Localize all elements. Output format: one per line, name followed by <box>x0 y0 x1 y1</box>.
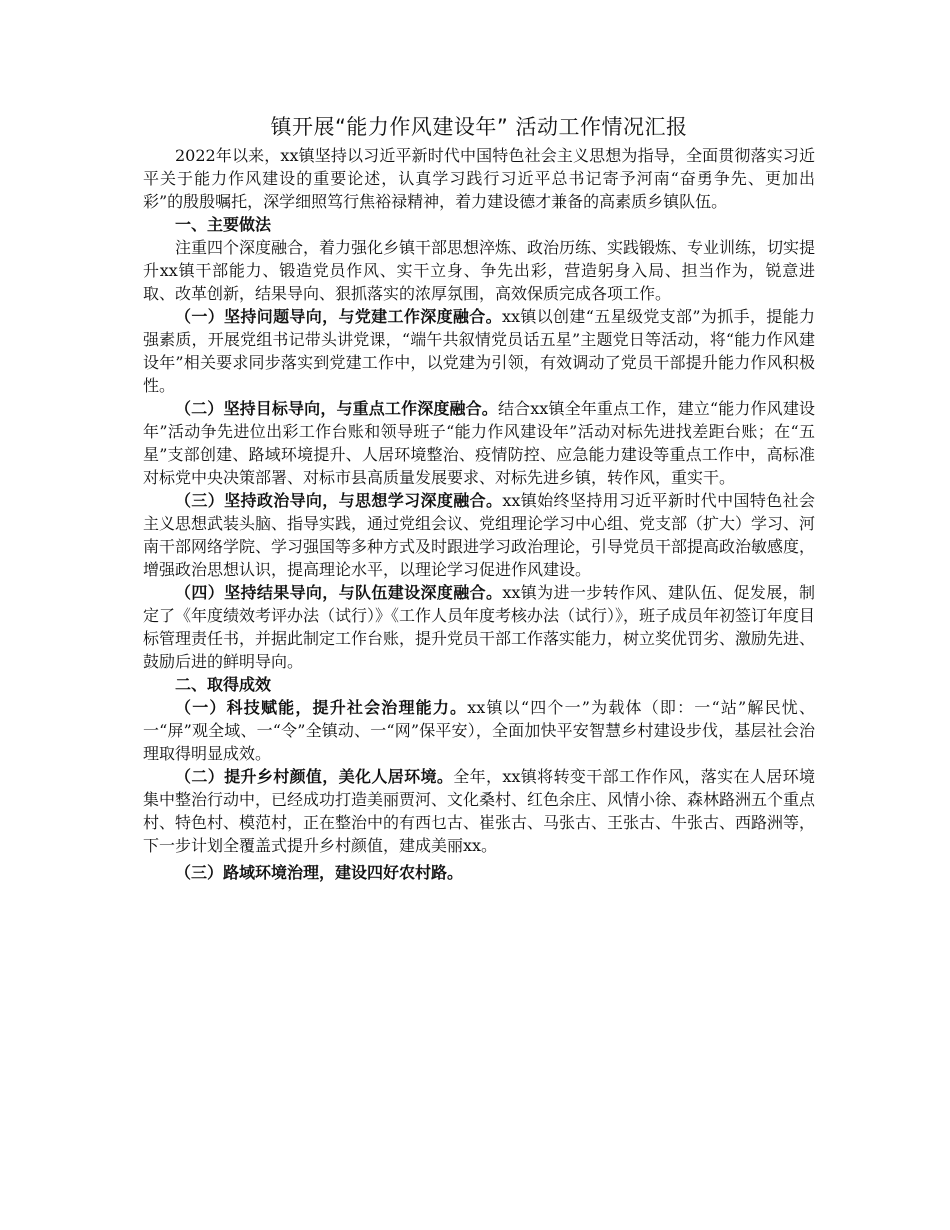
paragraph-lead: （三）坚持政治导向，与思想学习深度融合。 <box>175 491 503 510</box>
paragraph-body: 结合xx镇全年重点工作，建立“能力作风建设年”活动争先进位出彩工作台账和领导班子“能力作风建设年”活动对标先进找差距台账；在“五星”支部创建、路域环境提升、人居环境整治、疫情防控、应急能力建设等重点工作中，高标准对标党中央决策部署、对标市县高质量发展要求、对标先进乡镇，转作风，重实干。 <box>143 399 815 487</box>
section-heading-main-practices: 一、主要做法 <box>175 215 272 234</box>
document-page <box>143 112 815 884</box>
practice-paragraph-1 <box>143 305 815 397</box>
document-title: 镇开展“能力作风建设年” 活动工作情况汇报 <box>270 115 688 139</box>
result-paragraph-3 <box>143 861 815 884</box>
section-heading-results: 二、取得成效 <box>175 675 272 694</box>
paragraph-body: xx镇为进一步转作风、建队伍、促发展，制定了《年度绩效考评办法（试行）》《工作人员年度考核办法（试行）》，班子成员年初签订年度目标管理责任书，并据此制定工作台账，提升党员干部工作落实能力，树立奖优罚劣、激励先进、鼓励后进的鲜明导向。 <box>143 583 816 671</box>
result-paragraph-1 <box>143 696 815 765</box>
paragraph-lead: （二）坚持目标导向，与重点工作深度融合。 <box>175 399 498 418</box>
intro-paragraph: 2022年以来，xx镇坚持以习近平新时代中国特色社会主义思想为指导，全面贯彻落实习近平关于能力作风建设的重要论述，认真学习践行习近平总书记寄予河南“奋勇争先、更加出彩”的殷殷嘱托，深学细照笃行焦裕禄精神，着力建设德才兼备的高素质乡镇队伍。 <box>143 146 815 211</box>
paragraph-body: 全年，xx镇将转变干部工作作风，落实在人居环境集中整治行动中，已经成功打造美丽贾河、文化桑村、红色余庄、风情小徐、森林路洲五个重点村、特色村、模范村，正在整治中的有西乜古、崔张古、马张古、王张古、牛张古、西路洲等，下一步计划全覆盖式提升乡村颜值，建成美丽xx。 <box>143 767 816 855</box>
paragraph-body: xx镇以创建“五星级党支部”为抓手，提能力强素质，开展党组书记带头讲党课，“端午共叙情党员话五星”主题党日等活动，将“能力作风建设年”相关要求同步落实到党建工作中，以党建为引领，有效调动了党员干部提升能力作风积极性。 <box>143 307 815 395</box>
section-intro-paragraph: 注重四个深度融合，着力强化乡镇干部思想淬炼、政治历练、实践锻炼、专业训练，切实提升xx镇干部能力、锻造党员作风、实干立身、争先出彩，营造躬身入局、担当作为，锐意进取、改革创新，结果导向、狠抓落实的浓厚氛围，高效保质完成各项工作。 <box>143 238 816 303</box>
practice-paragraph-4 <box>143 581 815 673</box>
paragraph-lead: （二）提升乡村颜值，美化人居环境。 <box>175 767 454 786</box>
practice-paragraph-3 <box>143 489 815 581</box>
paragraph-lead: （一）坚持问题导向，与党建工作深度融合。 <box>175 307 502 326</box>
practice-paragraph-2 <box>143 397 815 489</box>
paragraph-lead: （一）科技赋能，提升社会治理能力。 <box>175 698 468 717</box>
result-paragraph-2 <box>143 765 815 857</box>
paragraph-body: xx镇以“四个一”为载体（即：一“站”解民忧、一“屏”观全域、一“令”全镇动、一“网”保平安），全面加快平安智慧乡村建设步伐，基层社会治理取得明显成效。 <box>143 698 815 763</box>
paragraph-lead: （三）路域环境治理，建设四好农村路。 <box>175 863 464 882</box>
paragraph-lead: （四）坚持结果导向，与队伍建设深度融合。 <box>175 583 503 602</box>
paragraph-body: xx镇始终坚持用习近平新时代中国特色社会主义思想武装头脑、指导实践，通过党组会议、党组理论学习中心组、党支部（扩大）学习、河南干部网络学院、学习强国等多种方式及时跟进学习政治理论，引导党员干部提高政治敏感度，增强政治思想认识，提高理论水平，以理论学习促进作风建设。 <box>143 491 816 579</box>
